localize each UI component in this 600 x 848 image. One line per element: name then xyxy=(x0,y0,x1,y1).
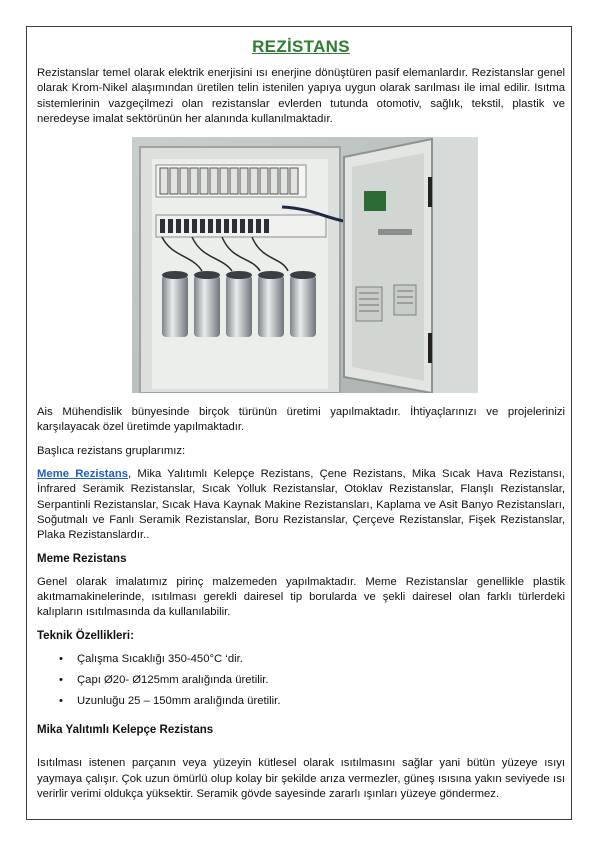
tech-list xyxy=(37,652,565,709)
list-item: • Çalışma Sıcaklığı 350-450°C ‘dir. xyxy=(77,652,565,667)
groups-list-text: , Mika Yalıtımlı Kelepçe Rezistans, Çene Rezistans, Mika Sıcak Hava Rezistansı, İnfrared Seramik Rezistanslar, Sıcak Yolluk Rezistanslar, Otoklav Rezistanslar, Flanşlı Rezistanslar, Serpantinli Rezistanslar, Sıcak Hava Kaynak Makine Rezistansları, Kaplama ve Asit Banyo Rezistansları, Soğutmalı ve Fanlı Seramik Rezistanslar, Boru Rezistanslar, Çerçeve Rezistanslar, Fişek Rezistanslar, Plaka Rezistanslardır.. xyxy=(37,468,565,542)
meme-paragraph: Genel olarak imalatımız pirinç malzemeden yapılmaktadır. Meme Rezistanslar genellikle plastik akıtmamakinelerinde, ısıtılması gerekli dairesel tip borularda ve şekli dairesel olan farklı türlerdeki kalıpların ısıtılmasında da kullanılabilir. xyxy=(37,575,565,619)
meme-rezistans-link[interactable]: Meme Rezistans xyxy=(37,468,129,481)
mika-heading: Mika Yalıtımlı Kelepçe Rezistans xyxy=(37,724,214,737)
list-item: • Uzunluğu 25 – 150mm aralığında üretilir. xyxy=(77,694,565,709)
groups-heading: Başlıca rezistans gruplarımız: xyxy=(37,444,186,457)
mika-paragraph: Isıtılması istenen parçanın veya yüzeyin kütlesel olarak ısıtılmasını sağlar yani bütün yüzeye ısıyı yaymaya çalışır. Çok uzun ömürlü olup kolay bir şekilde arıza vermezler, güneş ısısına yakın seviyede ısı verirlir verimi oldukça yüksektir. Seramik gövde sayesinde zararlı ışınları yüzeye göndermez. xyxy=(37,757,565,801)
meme-heading: Meme Rezistans xyxy=(37,552,127,565)
tech-heading: Teknik Özellikleri: xyxy=(37,630,134,643)
production-paragraph: Ais Mühendislik bünyesinde birçok türünün üretimi yapılmaktadır. İhtiyaçlarınızı ve projelerinizi karşılayacak özel üretimde yapılmaktadır. xyxy=(37,406,565,434)
electrical-panel-photo xyxy=(132,137,478,393)
electrical-panel-illustration xyxy=(132,137,478,393)
intro-paragraph: Rezistanslar temel olarak elektrik enerjisini ısı enerjine dönüştüren pasif elemanlardır. Rezistanslar genel olarak Krom-Nikel alaşımından üretilen telin istenilen yapıya uygun olarak sarılması ile imal edilir. Isıtma sistemlerinin vazgeçilmezi olan rezistanslar evlerden tutunda otomotiv, sağlık, tekstil, plastik ve neredeyse imalat sektörünün her alanında kullanılmaktadır. xyxy=(37,67,565,125)
groups-paragraph xyxy=(37,467,565,543)
page-title: REZİSTANS xyxy=(252,37,350,56)
document-body xyxy=(37,36,565,802)
list-item: • Çapı Ø20- Ø125mm aralığında üretilir. xyxy=(77,673,565,688)
